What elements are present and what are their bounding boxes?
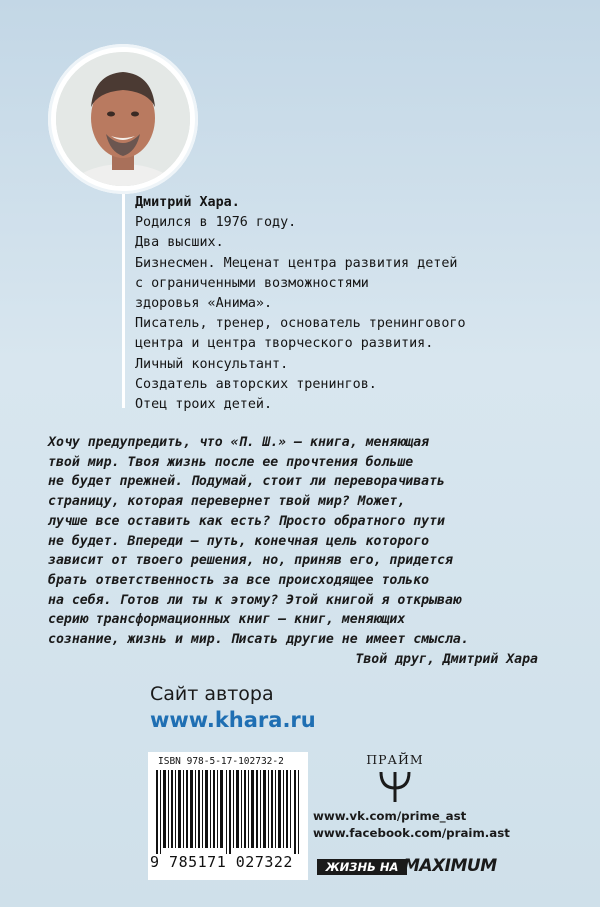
bio-divider xyxy=(122,194,125,408)
bio-line: с ограниченными возможностями xyxy=(135,275,369,291)
bio-line: Отец троих детей. xyxy=(135,397,273,413)
vk-link[interactable]: www.vk.com/prime_ast xyxy=(313,809,467,823)
quote-line: твой мир. Твоя жизнь после ее прочтения больше xyxy=(48,454,414,470)
bio-line: Писатель, тренер, основатель тренингового xyxy=(135,316,466,332)
bio-line: центра и центра творческого развития. xyxy=(135,336,434,352)
quote-line: не будет прежней. Подумай, стоит ли переворачивать xyxy=(48,474,445,490)
series-logo xyxy=(317,856,505,876)
publisher-links xyxy=(313,808,510,842)
bio-line: Личный консультант. xyxy=(135,356,289,372)
bio-line: Создатель авторских тренингов. xyxy=(135,376,377,392)
quote-line: серию трансформационных книг — книг, меняющих xyxy=(48,612,406,628)
author-bio xyxy=(135,193,555,415)
quote-line: не будет. Впереди — путь, конечная цель которого xyxy=(48,533,430,549)
quote-line: на себя. Готов ли ты к этому? Этой книгой я открываю xyxy=(48,592,461,608)
author-name: Дмитрий Хара. xyxy=(135,195,240,210)
barcode-icon xyxy=(156,770,302,854)
site-label: Сайт автора xyxy=(150,683,274,705)
quote-line: лучше все оставить как есть? Просто обратного пути xyxy=(48,513,445,529)
bio-line: Два высших. xyxy=(135,235,224,251)
author-photo-frame xyxy=(48,44,198,194)
author-quote xyxy=(48,433,568,650)
series-logo-left: ЖИЗНЬ НА xyxy=(317,859,407,875)
quote-line: сознание, жизнь и мир. Писать другие не имеет смысла. xyxy=(48,632,469,648)
quote-signature: Твой друг, Дмитрий Хара xyxy=(355,652,538,667)
site-url-link[interactable]: www.khara.ru xyxy=(150,708,316,732)
quote-line: зависит от твоего решения, но, приняв его, придется xyxy=(48,553,453,569)
quote-line: брать ответственность за все происходящее только xyxy=(48,572,430,588)
series-logo-right: MAXIMUM xyxy=(403,856,497,876)
quote-line: страницу, которая перевернет твой мир? Может, xyxy=(48,494,406,510)
author-photo xyxy=(56,52,190,186)
bio-line: Бизнесмен. Меценат центра развития детей xyxy=(135,255,458,271)
quote-line: Хочу предупредить, что «П. Ш.» — книга, меняющая xyxy=(48,435,430,450)
facebook-link[interactable]: www.facebook.com/praim.ast xyxy=(313,826,510,840)
publisher-logo-icon xyxy=(377,768,413,804)
bio-line: Родился в 1976 году. xyxy=(135,215,297,231)
isbn-text: ISBN 978-5-17-102732-2 xyxy=(158,756,284,767)
publisher-name: ПРАЙМ xyxy=(366,752,424,767)
author-portrait-icon xyxy=(56,52,190,186)
bio-line: здоровья «Анима». xyxy=(135,296,273,312)
barcode-digits: 9 785171 027322 xyxy=(150,853,293,871)
